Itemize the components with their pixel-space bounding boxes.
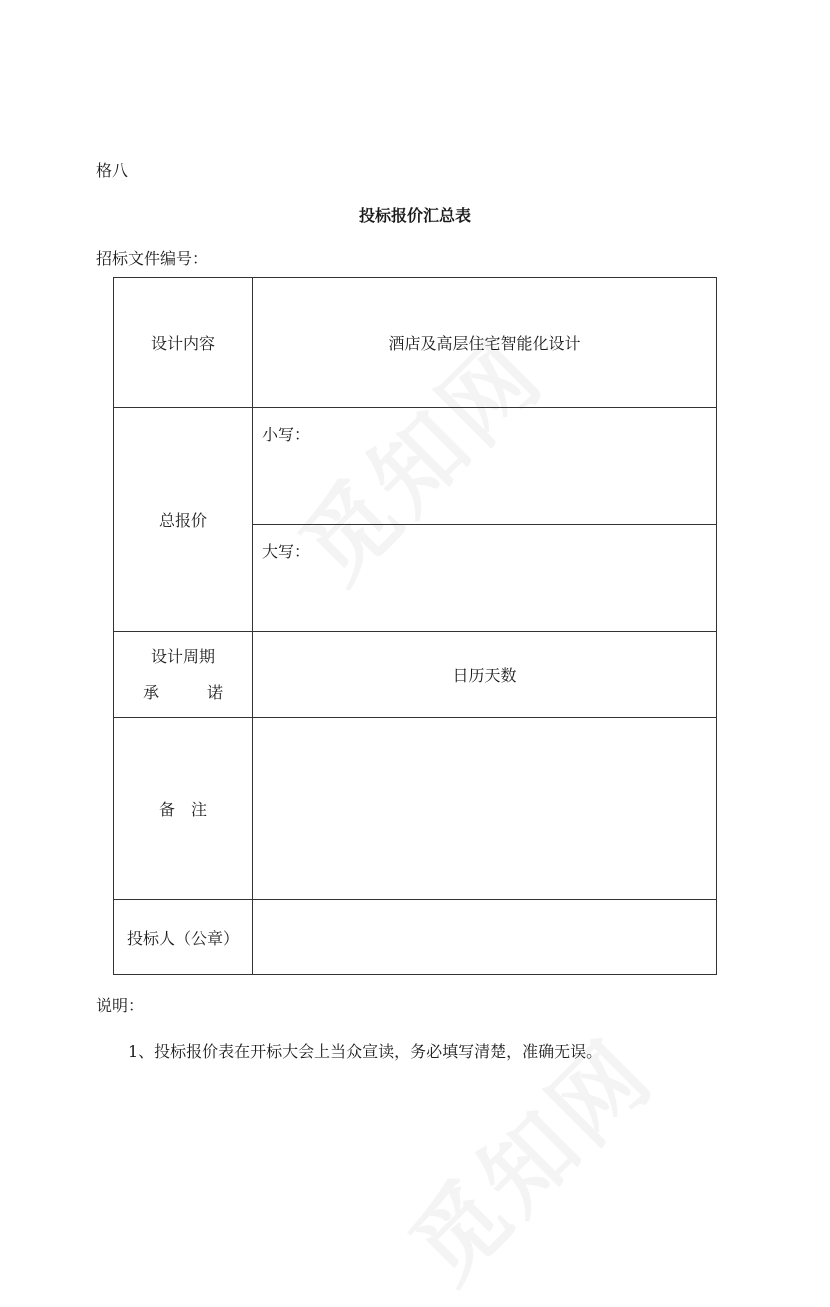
document-label: 格八: [96, 161, 129, 180]
table-row: [114, 278, 717, 408]
design-content-label: 设计内容: [114, 278, 253, 408]
bidder-seal-field[interactable]: [253, 900, 717, 975]
total-price-label: 总报价: [114, 408, 253, 632]
remarks-char-1: 备: [158, 800, 175, 819]
design-content-value: 酒店及高层住宅智能化设计: [253, 278, 717, 408]
price-lowercase-field[interactable]: [253, 408, 717, 525]
commit-char-1: 承: [142, 682, 159, 702]
notes-item: 1、投标报价表在开标大会上当众宣读，务必填写清楚，准确无误。: [128, 1042, 603, 1061]
design-period-label-line1: 设计周期: [150, 646, 215, 666]
remarks-label: [114, 718, 253, 900]
commit-char-2: 诺: [207, 682, 224, 702]
price-lowercase-label: 小写：: [262, 425, 311, 444]
table-row: [114, 900, 717, 975]
table-row: [114, 632, 717, 718]
design-period-value[interactable]: 日历天数: [253, 632, 717, 718]
design-period-label: [114, 632, 253, 718]
remarks-char-2: 注: [191, 800, 208, 819]
remarks-field[interactable]: [253, 718, 717, 900]
notes-heading: 说明：: [96, 996, 145, 1015]
design-period-label-line2: [114, 675, 252, 711]
price-uppercase-label: 大写：: [262, 542, 311, 561]
table-row: [114, 408, 717, 525]
tender-number-label: 招标文件编号：: [96, 249, 209, 268]
table-row: [114, 718, 717, 900]
quote-summary-table: [113, 277, 717, 975]
price-uppercase-field[interactable]: [253, 525, 717, 632]
bidder-seal-label: 投标人（公章）: [114, 900, 253, 975]
document-title: 投标报价汇总表: [358, 206, 471, 225]
